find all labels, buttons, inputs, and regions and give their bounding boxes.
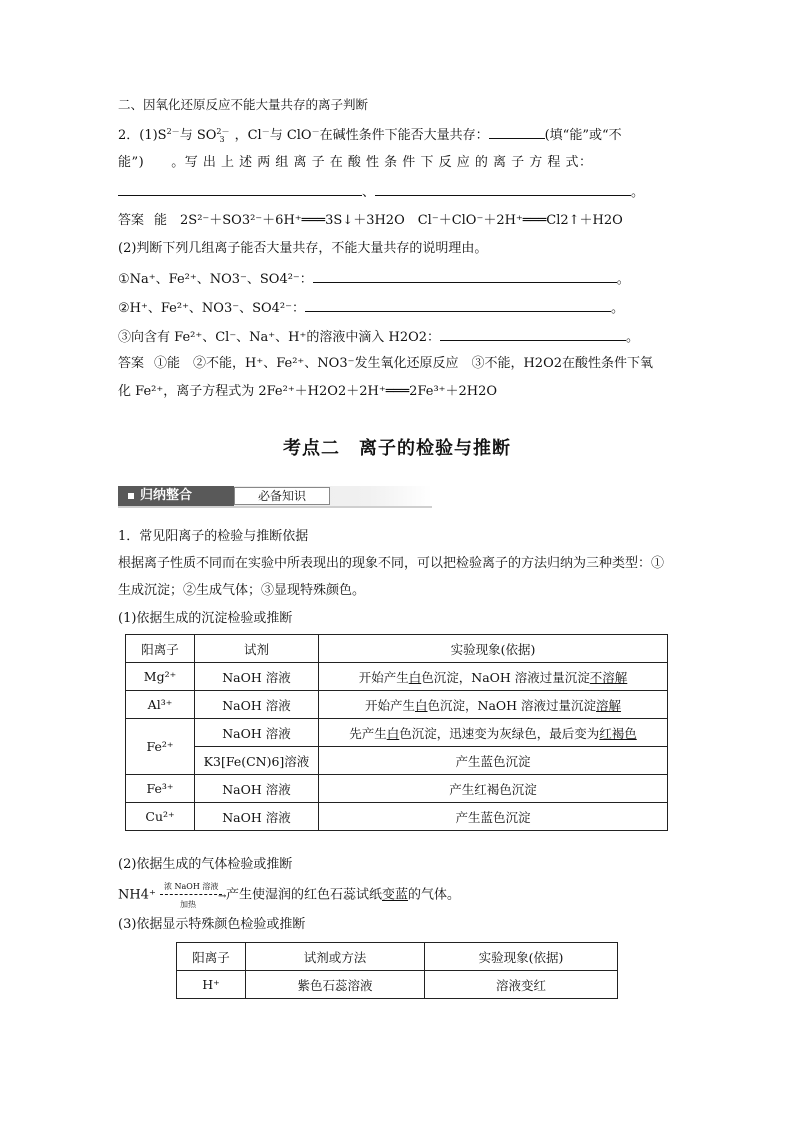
table-header-row — [177, 943, 618, 971]
ion-cell: Al³⁺ — [126, 691, 195, 719]
item1-blank[interactable] — [313, 270, 617, 283]
result-cell: 开始产生白色沉淀，NaOH 溶液过量沉淀溶解 — [319, 691, 668, 719]
item3-blank[interactable] — [440, 328, 626, 341]
s1-title: 1．常见阳离子的检验与推断依据 — [118, 529, 309, 544]
precipitate-table — [125, 634, 668, 831]
ion-cell: Mg²⁺ — [126, 663, 195, 691]
q2-item-3: ③向含有 Fe²⁺、Cl⁻、Na⁺、H⁺的溶液中滴入 H2O2： 。 — [118, 330, 640, 345]
reagent-cell: NaOH 溶液 — [195, 775, 319, 803]
reaction-arrow: 浓 NaOH 溶液 → 加热 — [160, 886, 226, 904]
ion-cell: H⁺ — [177, 971, 246, 999]
arrow-right-icon: → — [218, 891, 227, 902]
table-row — [126, 691, 668, 719]
q2-line2: 能”) 。写 出 上 述 两 组 离 子 在 酸 性 条 件 下 反 应 的 离 子 方 程 式： — [118, 155, 593, 170]
header-cell: 试剂 — [195, 635, 319, 663]
result-cell: 溶液变红 — [425, 971, 618, 999]
item2-blank[interactable] — [305, 299, 611, 312]
reagent-cell: 紫色石蕊溶液 — [246, 971, 425, 999]
table-row — [126, 663, 668, 691]
table-row — [126, 719, 668, 747]
equation-blank-1[interactable] — [118, 183, 362, 196]
section-heading: 考点二 离子的检验与推断 — [283, 438, 511, 459]
reagent-cell: NaOH 溶液 — [195, 719, 319, 747]
result-cell: 产生蓝色沉淀 — [319, 747, 668, 775]
summary-banner — [118, 486, 432, 506]
q2-item-2: ②H⁺、Fe²⁺、NO3⁻、SO4²⁻： 。 — [118, 301, 625, 316]
result-cell: 先产生白色沉淀，迅速变为灰绿色，最后变为红褐色 — [319, 719, 668, 747]
answer-blank[interactable] — [489, 126, 545, 139]
section-title: 二、因氧化还原反应不能大量共存的离子判断 — [118, 97, 369, 112]
banner-divider — [118, 506, 432, 508]
s1-sub-1: (1)依据生成的沉淀检验或推断 — [118, 611, 293, 626]
q2-part2-title: (2)判断下列几组离子能否大量共存，不能大量共存的说明理由。 — [118, 241, 488, 256]
s1-para-1: 根据离子性质不同而在实验中所表现出的现象不同，可以把检验离子的方法归纳为三种类型：① — [118, 556, 665, 571]
ion-cell: Cu²⁺ — [126, 803, 195, 831]
q2-answer-2-line1: 答案 ①能 ②不能，H⁺、Fe²⁺、NO3⁻发生氧化还原反应 ③不能，H2O2在酸性条件下氧 — [118, 356, 653, 371]
answer-label: 答案 — [118, 356, 145, 371]
q2-item-1: ①Na⁺、Fe²⁺、NO3⁻、SO4²⁻： 。 — [118, 272, 630, 287]
reagent-cell: NaOH 溶液 — [195, 663, 319, 691]
header-cell: 试剂或方法 — [246, 943, 425, 971]
s1-para-2: 生成沉淀；②生成气体；③显现特殊颜色。 — [118, 583, 366, 598]
q2-answer: 答案 能 2S²⁻＋SO3²⁻＋6H⁺═══3S↓＋3H2O Cl⁻＋ClO⁻＋2H⁺═══Cl2↑＋H2O — [118, 213, 623, 228]
banner-label: 归纳整合 — [118, 486, 234, 506]
q2-line1: 2．$(1)S^{2-}$与 $SO^{2-}_3$ ，Cl－与 ClO－在碱性条件下能否大量共存： (填“能”或“不 — [118, 127, 622, 144]
reagent-cell: K3[Fe(CN)6]溶液 — [195, 747, 319, 775]
reagent-cell: NaOH 溶液 — [195, 691, 319, 719]
table-row — [177, 971, 618, 999]
table-row — [126, 747, 668, 775]
s2-sub-2: (2)依据生成的气体检验或推断 — [118, 857, 293, 872]
q2-answer-2-line2: 化 Fe²⁺，离子方程式为 2Fe²⁺＋H2O2＋2H⁺═══2Fe³⁺＋2H2O — [118, 384, 498, 399]
table-row — [126, 775, 668, 803]
header-cell: 阳离子 — [126, 635, 195, 663]
result-cell: 产生蓝色沉淀 — [319, 803, 668, 831]
header-cell: 实验现象(依据) — [425, 943, 618, 971]
ion-cell: Fe³⁺ — [126, 775, 195, 803]
banner-tag: 必备知识 — [234, 487, 330, 505]
equation-blank-2[interactable] — [375, 183, 631, 196]
color-table — [176, 942, 618, 999]
table-header-row — [126, 635, 668, 663]
table-row — [126, 803, 668, 831]
header-cell: 实验现象(依据) — [319, 635, 668, 663]
q2-line3: 、 。 — [118, 183, 644, 202]
result-cell: 产生红褐色沉淀 — [319, 775, 668, 803]
ion-cell: Fe²⁺ — [126, 719, 195, 775]
header-cell: 阳离子 — [177, 943, 246, 971]
result-cell: 开始产生白色沉淀，NaOH 溶液过量沉淀不溶解 — [319, 663, 668, 691]
s2-sub-3: (3)依据显示特殊颜色检验或推断 — [118, 917, 306, 932]
square-bullet-icon — [128, 493, 134, 499]
nh4-test-line: NH4⁺ 浓 NaOH 溶液 → 加热 产生使湿润的红色石蕊试纸变蓝的气体。 — [118, 882, 461, 909]
reagent-cell: NaOH 溶液 — [195, 803, 319, 831]
answer-label: 答案 — [118, 213, 145, 228]
